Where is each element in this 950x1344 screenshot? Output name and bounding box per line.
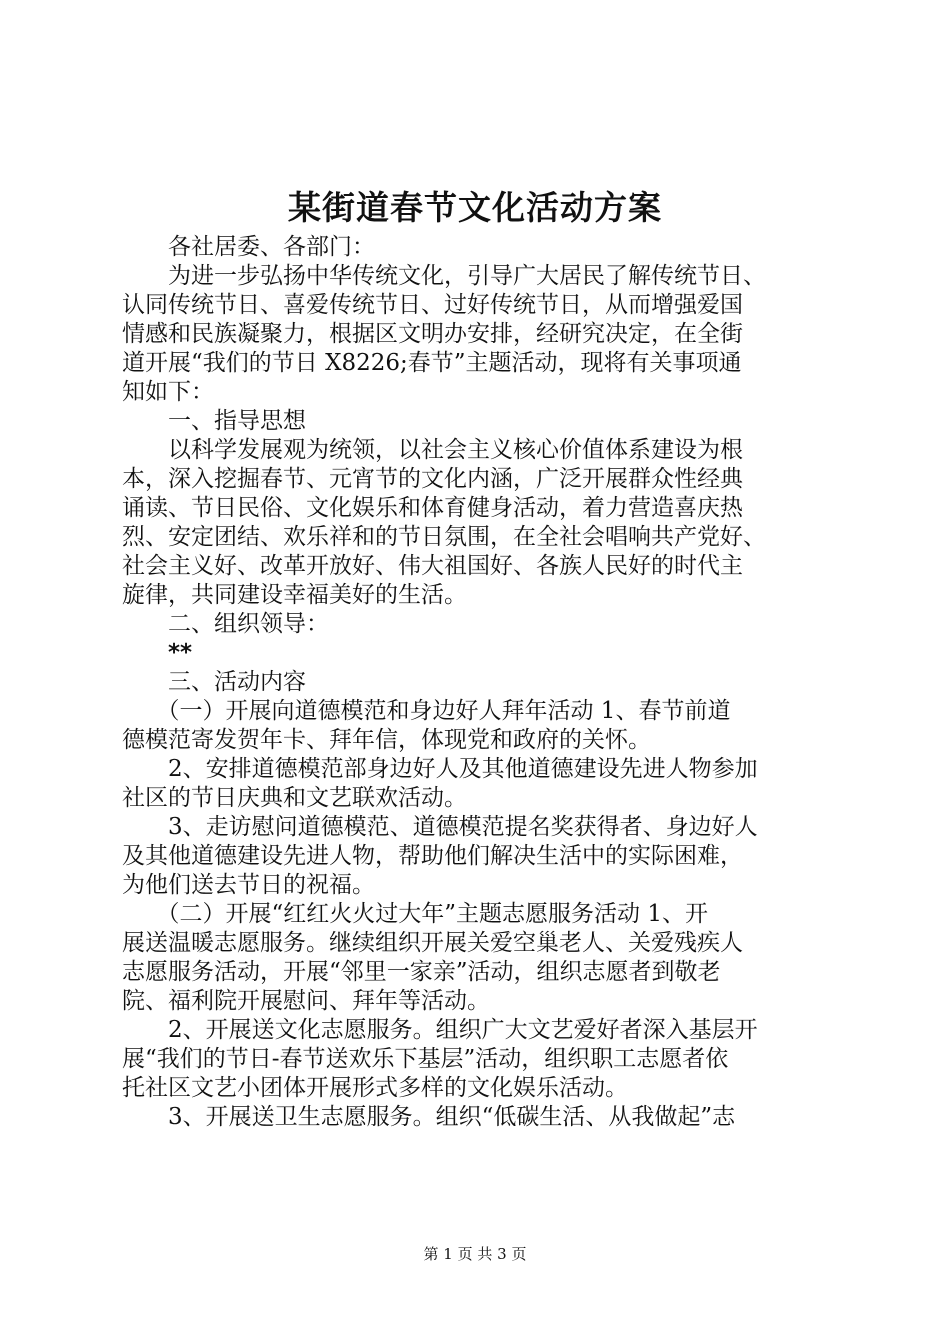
body-line: 为进一步弘扬中华传统文化，引导广大居民了解传统节日、 (122, 263, 766, 289)
body-line: 社会主义好、改革开放好、伟大祖国好、各族人民好的时代主 (122, 553, 743, 579)
body-line: 知如下： (122, 379, 214, 405)
body-line: 2、安排道德模范部身边好人及其他道德建设先进人物参加 (122, 756, 758, 782)
body-line: 为他们送去节日的祝福。 (122, 872, 375, 898)
body-line: 德模范寄发贺年卡、拜年信，体现党和政府的关怀。 (122, 727, 651, 753)
body-line: 认同传统节日、喜爱传统节日、过好传统节日，从而增强爱国 (122, 292, 743, 318)
body-line: 2、开展送文化志愿服务。组织广大文艺爱好者深入基层开 (122, 1017, 758, 1043)
section-heading: 一、指导思想 (122, 408, 306, 434)
body-line: 本，深入挖掘春节、元宵节的文化内涵，广泛开展群众性经典 (122, 466, 743, 492)
document-title: 某街道春节文化活动方案 (288, 188, 662, 227)
body-line: 烈、安定团结、欢乐祥和的节日氛围，在全社会唱响共产党好、 (122, 524, 766, 550)
body-line: （二）开展“红红火火过大年”主题志愿服务活动 1、开 (122, 901, 708, 927)
body-line: 社区的节日庆典和文艺联欢活动。 (122, 785, 467, 811)
body-line: 以科学发展观为统领，以社会主义核心价值体系建设为根 (122, 437, 743, 463)
section-heading: 三、活动内容 (122, 669, 306, 695)
body-line: 3、开展送卫生志愿服务。组织“低碳生活、从我做起”志 (122, 1104, 736, 1130)
body-line: 道开展“我们的节日 X8226;春节”主题活动，现将有关事项通 (122, 350, 742, 376)
body-line: 各社居委、各部门： (122, 234, 375, 260)
page-number-footer: 第 1 页 共 3 页 (423, 1245, 527, 1263)
body-line: 3、走访慰问道德模范、道德模范提名奖获得者、身边好人 (122, 814, 758, 840)
body-line: 院、福利院开展慰问、拜年等活动。 (122, 988, 490, 1014)
body-line: 及其他道德建设先进人物，帮助他们解决生活中的实际困难， (122, 843, 743, 869)
body-line: 展“我们的节日-春节送欢乐下基层”活动，组织职工志愿者依 (122, 1046, 729, 1072)
body-line: 诵读、节日民俗、文化娱乐和体育健身活动，着力营造喜庆热 (122, 495, 743, 521)
redacted-placeholder: ** (122, 640, 193, 666)
body-line: （一）开展向道德模范和身边好人拜年活动 1、春节前道 (122, 698, 731, 724)
body-line: 情感和民族凝聚力，根据区文明办安排，经研究决定，在全街 (122, 321, 743, 347)
body-line: 托社区文艺小团体开展形式多样的文化娱乐活动。 (122, 1075, 628, 1101)
body-line: 旋律，共同建设幸福美好的生活。 (122, 582, 467, 608)
body-line: 志愿服务活动，开展“邻里一家亲”活动，组织志愿者到敬老 (122, 959, 721, 985)
body-line: 展送温暖志愿服务。继续组织开展关爱空巢老人、关爱残疾人 (122, 930, 743, 956)
section-heading: 二、组织领导： (122, 611, 329, 637)
document-body (122, 233, 837, 1132)
